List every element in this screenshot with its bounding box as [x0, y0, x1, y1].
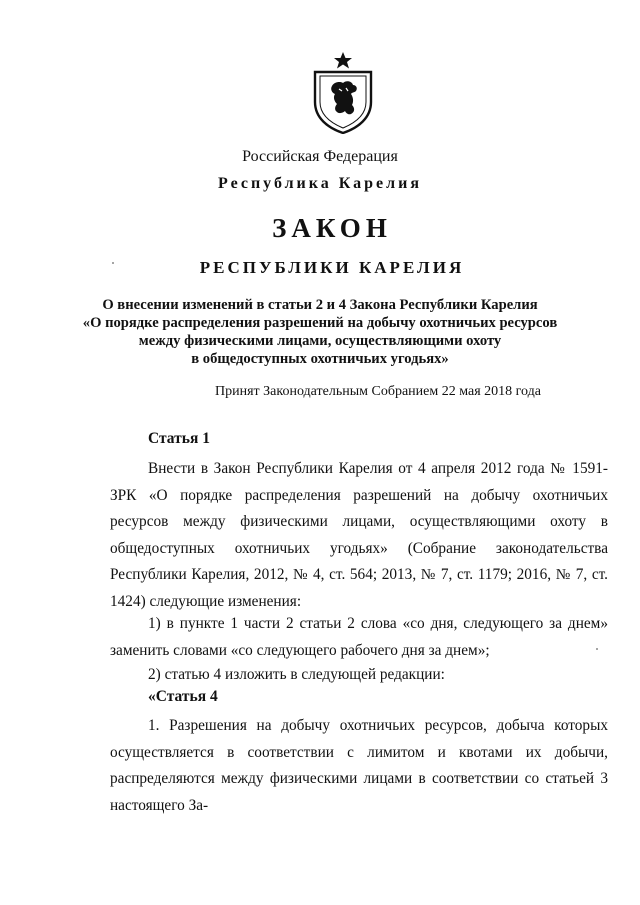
scan-speck: [112, 262, 114, 264]
law-heading-line: в общедоступных охотничьих угодьях»: [191, 351, 449, 367]
amendment-item-2: 2) статью 4 изложить в следующей редакции:: [148, 666, 445, 683]
law-heading-line: О внесении изменений в статьи 2 и 4 Закона Республики Карелия: [102, 297, 538, 313]
law-title: ЗАКОН: [272, 213, 392, 243]
law-subtitle: РЕСПУБЛИКИ КАРЕЛИЯ: [199, 258, 465, 277]
republic-name: Республика Карелия: [218, 175, 422, 192]
article-4-title: «Статья 4: [148, 688, 218, 705]
law-heading-line: между физическими лицами, осуществляющими охоту: [138, 333, 502, 349]
adoption-note: Принят Законодательным Собранием 22 мая 2018 года: [215, 384, 541, 399]
article-1-title: Статья 1: [148, 430, 210, 447]
amendment-item-1: 1) в пункте 1 части 2 статьи 2 слова «со дня, следующего за днем» заменить словами «со следующего рабочего дня за днем»;: [110, 615, 608, 659]
law-heading-line: «О порядке распределения разрешений на добычу охотничьих ресурсов: [82, 315, 558, 331]
scan-speck: [596, 648, 598, 650]
country-name: Российская Федерация: [242, 148, 398, 165]
article-4-paragraph: 1. Разрешения на добычу охотничьих ресурсов, добыча которых осуществляется в соответствии с лимитом и квотами их добычи, распределяются между физическими лицами в соответствии со статьей 3 настоящего За-: [110, 717, 608, 814]
article-1-paragraph: Внести в Закон Республики Карелия от 4 апреля 2012 года № 1591-ЗРК «О порядке распределения разрешений на добычу охотничьих ресурсов между физическими лицами, осуществляющими охоту в общедоступных охотничьих угодьях» (Собрание законодательства Республики Карелия, 2012, № 4, ст. 564; 2013, № 7, ст. 1179; 2016, № 7, ст. 1424) следующие изменения:: [110, 460, 608, 610]
karelia-coat-of-arms-icon: [312, 52, 374, 134]
emblem-star: [334, 52, 352, 69]
